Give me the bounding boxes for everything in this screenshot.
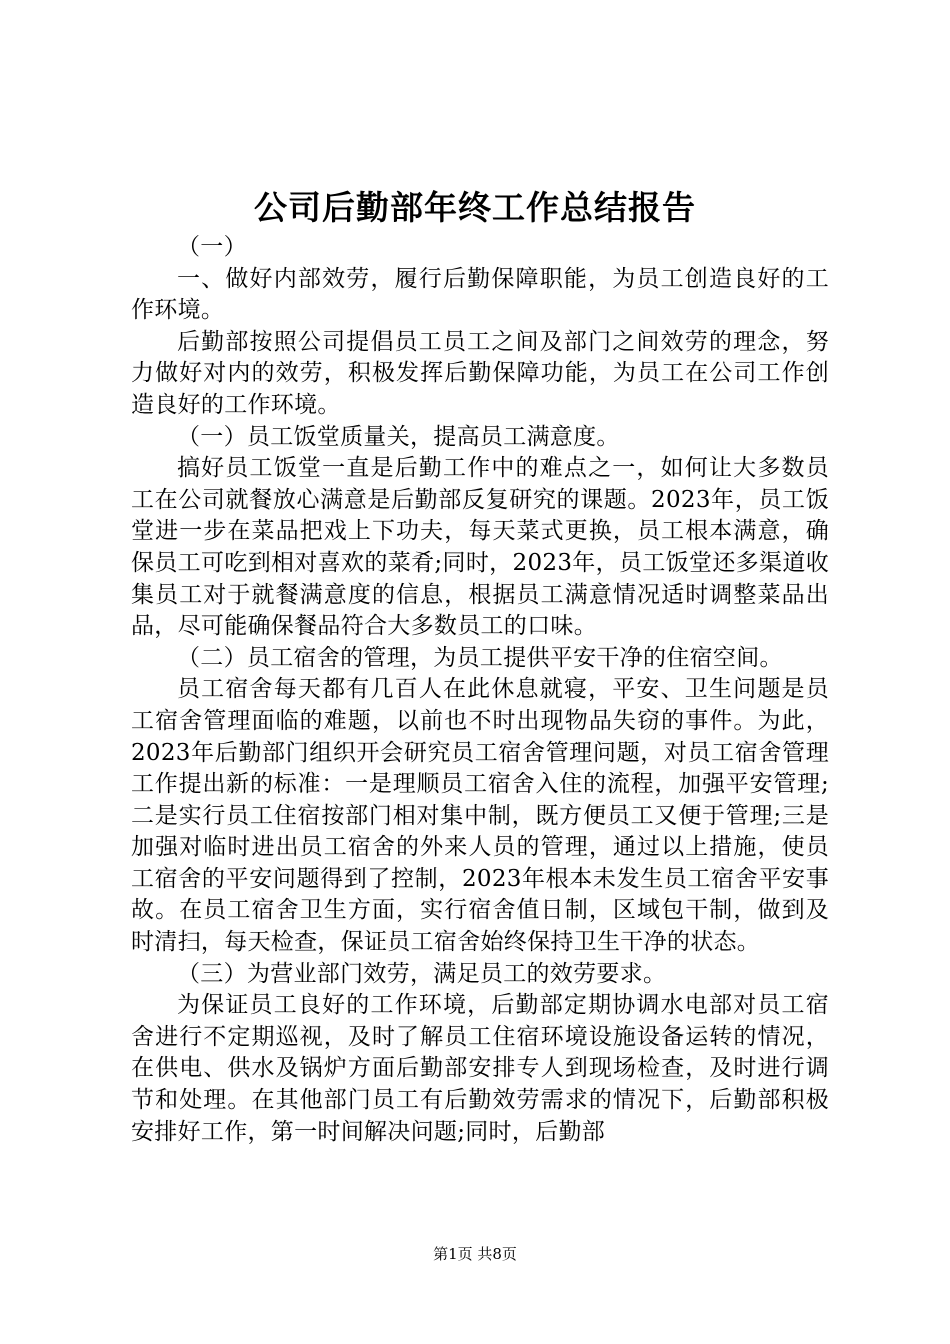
subheading-service: （三）为营业部门效劳，满足员工的效劳要求。: [177, 960, 667, 987]
heading-1: 一、做好内部效劳，履行后勤保障职能，为员工创造良好的工作环境。: [131, 265, 829, 324]
subheading-canteen: （一）员工饭堂质量关，提高员工满意度。: [177, 423, 620, 450]
paragraph-service: 为保证员工良好的工作环境，后勤部定期协调水电部对员工宿舍进行不定期巡视，及时了解员工住宿环境设施设备运转的情况，在供电、供水及锅炉方面后勤部安排专人到现场检查，及时进行调节和处理。在其他部门员工有后勤效劳需求的情况下，后勤部积极安排好工作，第一时间解决问题;同时，后勤部: [131, 992, 829, 1145]
paragraph-dormitory: 员工宿舍每天都有几百人在此休息就寝，平安、卫生问题是员工宿舍管理面临的难题，以前也不时出现物品失窃的事件。为此，2023年后勤部门组织开会研究员工宿舍管理问题，对员工宿舍管理工作提出新的标准：一是理顺员工宿舍入住的流程，加强平安管理;二是实行员工住宿按部门相对集中制，既方便员工又便于管理;三是加强对临时进出员工宿舍的外来人员的管理，通过以上措施，使员工宿舍的平安问题得到了控制，2023年根本未发生员工宿舍平安事故。在员工宿舍卫生方面，实行宿舍值日制，区域包干制，做到及时清扫，每天检查，保证员工宿舍始终保持卫生干净的状态。: [131, 676, 829, 956]
subheading-dormitory: （二）员工宿舍的管理，为员工提供平安干净的住宿空间。: [177, 644, 783, 671]
section-marker: （一）: [177, 234, 247, 260]
document-body: [131, 232, 829, 1148]
paragraph-intro: 后勤部按照公司提倡员工员工之间及部门之间效劳的理念，努力做好对内的效劳，积极发挥后勤保障功能，为员工在公司工作创造良好的工作环境。: [131, 328, 829, 418]
document-title: 公司后勤部年终工作总结报告: [254, 188, 696, 227]
paragraph-canteen: 搞好员工饭堂一直是后勤工作中的难点之一，如何让大多数员工在公司就餐放心满意是后勤部反复研究的课题。2023年，员工饭堂进一步在菜品把戏上下功夫，每天菜式更换，员工根本满意，确保员工可吃到相对喜欢的菜肴;同时，2023年，员工饭堂还多渠道收集员工对于就餐满意度的信息，根据员工满意情况适时调整菜品出品，尽可能确保餐品符合大多数员工的口味。: [131, 455, 829, 640]
page-number: 第1页 共8页: [433, 1245, 517, 1263]
